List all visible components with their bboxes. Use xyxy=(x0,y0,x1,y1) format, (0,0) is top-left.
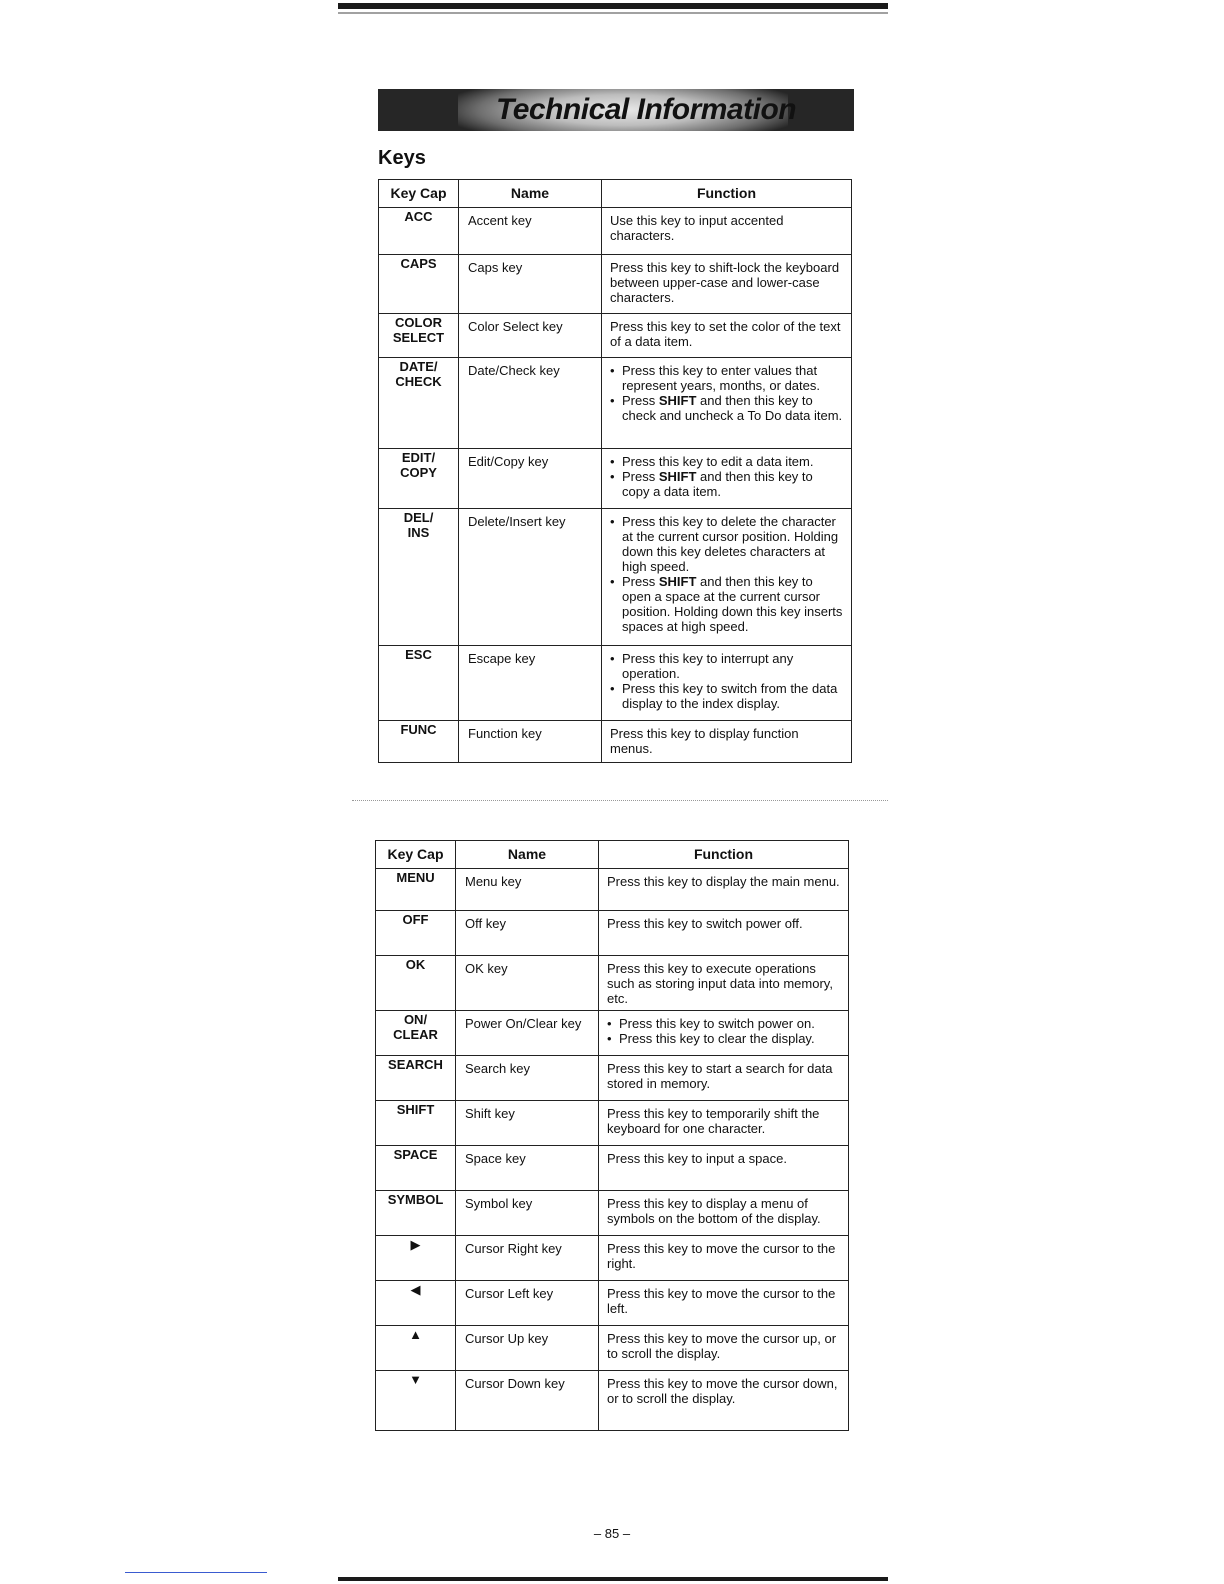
key-cap: SHIFT xyxy=(376,1101,456,1146)
function-item: • Press this key to switch from the data display to the index display. xyxy=(620,681,843,711)
section-title: Keys xyxy=(378,147,426,169)
header-function: Function xyxy=(599,841,849,869)
function-item: • Press this key to switch power on. xyxy=(617,1016,840,1031)
table-row xyxy=(376,869,849,911)
key-name: Function key xyxy=(459,721,602,763)
key-cap: ACC xyxy=(379,208,459,255)
table-row xyxy=(379,721,852,763)
key-name: Menu key xyxy=(456,869,599,911)
table-header-row xyxy=(379,180,852,208)
key-function xyxy=(599,1326,849,1371)
key-function xyxy=(599,1101,849,1146)
function-text: Press this key to move the cursor to the left. xyxy=(607,1286,836,1316)
footer-link-line xyxy=(125,1572,267,1573)
function-text: Use this key to input accented characters. xyxy=(610,213,784,243)
function-item: • Press this key to interrupt any operation. xyxy=(620,651,843,681)
key-function xyxy=(602,509,852,646)
key-function xyxy=(599,1056,849,1101)
function-item: • Press this key to enter values that represent years, months, or dates. xyxy=(620,363,843,393)
function-list xyxy=(610,363,843,423)
key-cap: SEARCH xyxy=(376,1056,456,1101)
top-rule-thin xyxy=(338,12,888,14)
key-function xyxy=(599,1236,849,1281)
function-list xyxy=(607,1016,840,1046)
keys-table-1 xyxy=(378,179,852,763)
table-row xyxy=(379,509,852,646)
key-name: Symbol key xyxy=(456,1191,599,1236)
key-cap: ▲ xyxy=(376,1326,456,1371)
key-function xyxy=(599,1371,849,1431)
key-function xyxy=(602,646,852,721)
key-name: Cursor Left key xyxy=(456,1281,599,1326)
function-text: Press this key to move the cursor to the right. xyxy=(607,1241,836,1271)
table-row xyxy=(379,449,852,509)
top-rule xyxy=(338,3,888,9)
table-row xyxy=(376,1281,849,1326)
function-text: Press this key to execute operations such as storing input data into memory, etc. xyxy=(607,961,833,1006)
key-function xyxy=(602,208,852,255)
key-cap: COLOR SELECT xyxy=(379,314,459,358)
key-function xyxy=(599,1191,849,1236)
function-text: Press this key to display function menus. xyxy=(610,726,799,756)
key-cap: SYMBOL xyxy=(376,1191,456,1236)
header-key-cap: Key Cap xyxy=(376,841,456,869)
table-row xyxy=(379,646,852,721)
function-text: Press this key to display a menu of symbols on the bottom of the display. xyxy=(607,1196,821,1226)
key-cap: DEL/ INS xyxy=(379,509,459,646)
key-name: Cursor Right key xyxy=(456,1236,599,1281)
key-name: OK key xyxy=(456,956,599,1011)
function-item: • Press SHIFT and then this key to copy a data item. xyxy=(620,469,843,499)
table-row xyxy=(376,956,849,1011)
key-name: Off key xyxy=(456,911,599,956)
key-name: Accent key xyxy=(459,208,602,255)
function-list xyxy=(610,514,843,634)
function-text: Press this key to switch power off. xyxy=(607,916,803,931)
function-item: • Press SHIFT and then this key to check and uncheck a To Do data item. xyxy=(620,393,843,423)
header-name: Name xyxy=(456,841,599,869)
key-cap: OK xyxy=(376,956,456,1011)
table-row xyxy=(379,358,852,449)
key-function xyxy=(602,255,852,314)
key-name: Date/Check key xyxy=(459,358,602,449)
key-function xyxy=(599,869,849,911)
key-name: Edit/Copy key xyxy=(459,449,602,509)
key-name: Cursor Down key xyxy=(456,1371,599,1431)
table-header-row xyxy=(376,841,849,869)
table-row xyxy=(379,208,852,255)
table-row xyxy=(376,1146,849,1191)
key-cap: ▶ xyxy=(376,1236,456,1281)
function-text: Press this key to temporarily shift the keyboard for one character. xyxy=(607,1106,820,1136)
table-row xyxy=(376,1101,849,1146)
page-divider xyxy=(352,800,888,801)
table-row xyxy=(376,1371,849,1431)
function-item: • Press this key to clear the display. xyxy=(617,1031,840,1046)
table-row xyxy=(376,1326,849,1371)
keys-table-2 xyxy=(375,840,849,1431)
header-key-cap: Key Cap xyxy=(379,180,459,208)
section-banner xyxy=(378,89,854,131)
key-cap: MENU xyxy=(376,869,456,911)
key-name: Shift key xyxy=(456,1101,599,1146)
key-cap: ESC xyxy=(379,646,459,721)
function-item: • Press SHIFT and then this key to open a space at the current cursor position. Holding down this key inserts spaces at high speed. xyxy=(620,574,843,634)
key-name: Power On/Clear key xyxy=(456,1011,599,1056)
page-number: – 85 – xyxy=(593,1526,631,1541)
bottom-rule xyxy=(338,1577,888,1581)
key-name: Escape key xyxy=(459,646,602,721)
function-item: • Press this key to edit a data item. xyxy=(620,454,843,469)
key-cap: EDIT/ COPY xyxy=(379,449,459,509)
function-text: Press this key to input a space. xyxy=(607,1151,787,1166)
table-row xyxy=(376,1011,849,1056)
function-text: Press this key to move the cursor down, or to scroll the display. xyxy=(607,1376,838,1406)
key-cap: DATE/ CHECK xyxy=(379,358,459,449)
key-function xyxy=(602,314,852,358)
table-row xyxy=(379,314,852,358)
table-row xyxy=(376,1236,849,1281)
key-cap: ▼ xyxy=(376,1371,456,1431)
key-cap: ON/ CLEAR xyxy=(376,1011,456,1056)
key-function xyxy=(599,1281,849,1326)
key-function xyxy=(599,1011,849,1056)
key-function xyxy=(602,358,852,449)
key-name: Color Select key xyxy=(459,314,602,358)
table-row xyxy=(379,255,852,314)
key-function xyxy=(599,911,849,956)
function-list xyxy=(610,651,843,711)
function-text: Press this key to start a search for data stored in memory. xyxy=(607,1061,833,1091)
key-name: Space key xyxy=(456,1146,599,1191)
key-cap: CAPS xyxy=(379,255,459,314)
function-list xyxy=(610,454,843,499)
key-cap: FUNC xyxy=(379,721,459,763)
key-name: Search key xyxy=(456,1056,599,1101)
key-function xyxy=(599,956,849,1011)
function-text: Press this key to display the main menu. xyxy=(607,874,840,889)
key-function xyxy=(602,721,852,763)
header-function: Function xyxy=(602,180,852,208)
key-name: Caps key xyxy=(459,255,602,314)
key-function xyxy=(602,449,852,509)
key-cap: ◀ xyxy=(376,1281,456,1326)
table-row xyxy=(376,911,849,956)
key-cap: SPACE xyxy=(376,1146,456,1191)
header-name: Name xyxy=(459,180,602,208)
key-function xyxy=(599,1146,849,1191)
key-name: Cursor Up key xyxy=(456,1326,599,1371)
banner-title: Technical Information xyxy=(496,93,797,126)
table-row xyxy=(376,1191,849,1236)
function-text: Press this key to shift-lock the keyboard between upper-case and lower-case characters. xyxy=(610,260,840,305)
function-text: Press this key to move the cursor up, or to scroll the display. xyxy=(607,1331,837,1361)
function-item: • Press this key to delete the character at the current cursor position. Holding down this key deletes characters at high speed. xyxy=(620,514,843,574)
key-cap: OFF xyxy=(376,911,456,956)
table-row xyxy=(376,1056,849,1101)
key-name: Delete/Insert key xyxy=(459,509,602,646)
function-text: Press this key to set the color of the text of a data item. xyxy=(610,319,841,349)
